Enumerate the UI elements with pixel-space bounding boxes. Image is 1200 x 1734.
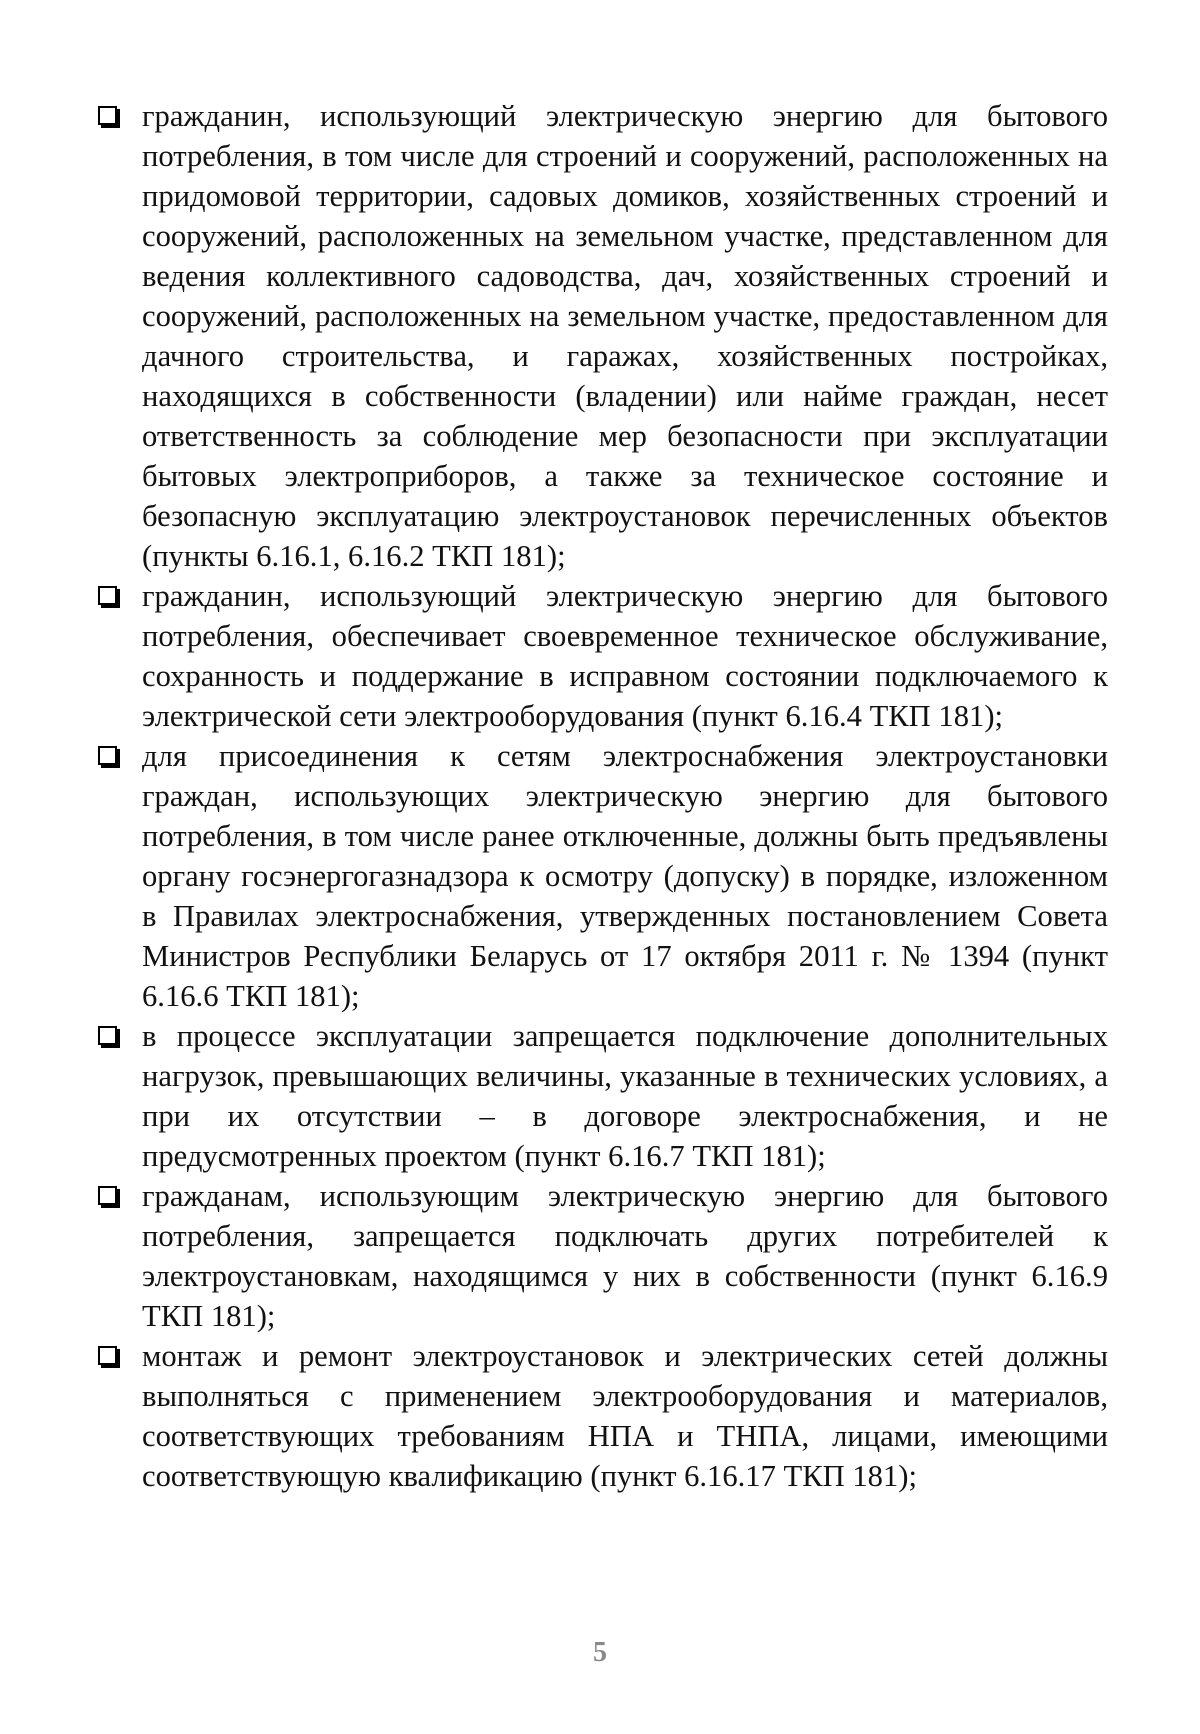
page-number: 5 xyxy=(593,1637,607,1668)
bullet-list xyxy=(98,96,1108,1496)
checkbox-bullet-icon xyxy=(98,1186,117,1205)
checkbox-bullet-icon xyxy=(98,586,117,605)
list-item-text: монтаж и ремонт электроустановок и электрических сетей должны выполняться с применением электрооборудования и материалов, соответствующих требованиям НПА и ТНПА, лицами, имеющими соответствующую квалификацию (пункт 6.16.17 ТКП 181); xyxy=(142,1339,1108,1493)
list-item xyxy=(98,96,1108,576)
checkbox-bullet-icon xyxy=(98,1346,117,1365)
list-item-text: гражданин, использующий электрическую энергию для бытового потребления, в том числе для строений и сооружений, расположенных на придомовой территории, садовых домиков, хозяйственных строений и сооружений, расположенных на земельном участке, представленном для ведения коллективного садоводства, дач, хозяйственных строений и сооружений, расположенных на земельном участке, предоставленном для дачного строительства, и гаражах, хозяйственных постройках, находящихся в собственности (владении) или найме граждан, несет ответственность за соблюдение мер безопасности при эксплуатации бытовых электроприборов, а также за техническое состояние и безопасную эксплуатацию электроустановок перечисленных объектов (пункты 6.16.1, 6.16.2 ТКП 181); xyxy=(142,99,1108,573)
list-item xyxy=(98,1336,1108,1496)
list-item-text: гражданам, использующим электрическую энергию для бытового потребления, запрещается подключать других потребителей к электроустановкам, находящимся у них в собственности (пункт 6.16.9 ТКП 181); xyxy=(142,1179,1108,1333)
list-item xyxy=(98,576,1108,736)
list-item-text: в процессе эксплуатации запрещается подключение дополнительных нагрузок, превышающих величины, указанные в технических условиях, а при их отсутствии – в договоре электроснабжения, и не предусмотренных проектом (пункт 6.16.7 ТКП 181); xyxy=(142,1019,1108,1173)
checkbox-bullet-icon xyxy=(98,746,117,765)
list-item xyxy=(98,1176,1108,1336)
list-item xyxy=(98,736,1108,1016)
list-item xyxy=(98,1016,1108,1176)
checkbox-bullet-icon xyxy=(98,106,117,125)
checkbox-bullet-icon xyxy=(98,1026,117,1045)
list-item-text: гражданин, использующий электрическую энергию для бытового потребления, обеспечивает своевременное техническое обслуживание, сохранность и поддержание в исправном состоянии подключаемого к электрической сети электрооборудования (пункт 6.16.4 ТКП 181); xyxy=(142,579,1108,733)
list-item-text: для присоединения к сетям электроснабжения электроустановки граждан, использующих электрическую энергию для бытового потребления, в том числе ранее отключенные, должны быть предъявлены органу госэнергогазнадзора к осмотру (допуску) в порядке, изложенном в Правилах электроснабжения, утвержденных постановлением Совета Министров Республики Беларусь от 17 октября 2011 г. № 1394 (пункт 6.16.6 ТКП 181); xyxy=(142,739,1108,1013)
